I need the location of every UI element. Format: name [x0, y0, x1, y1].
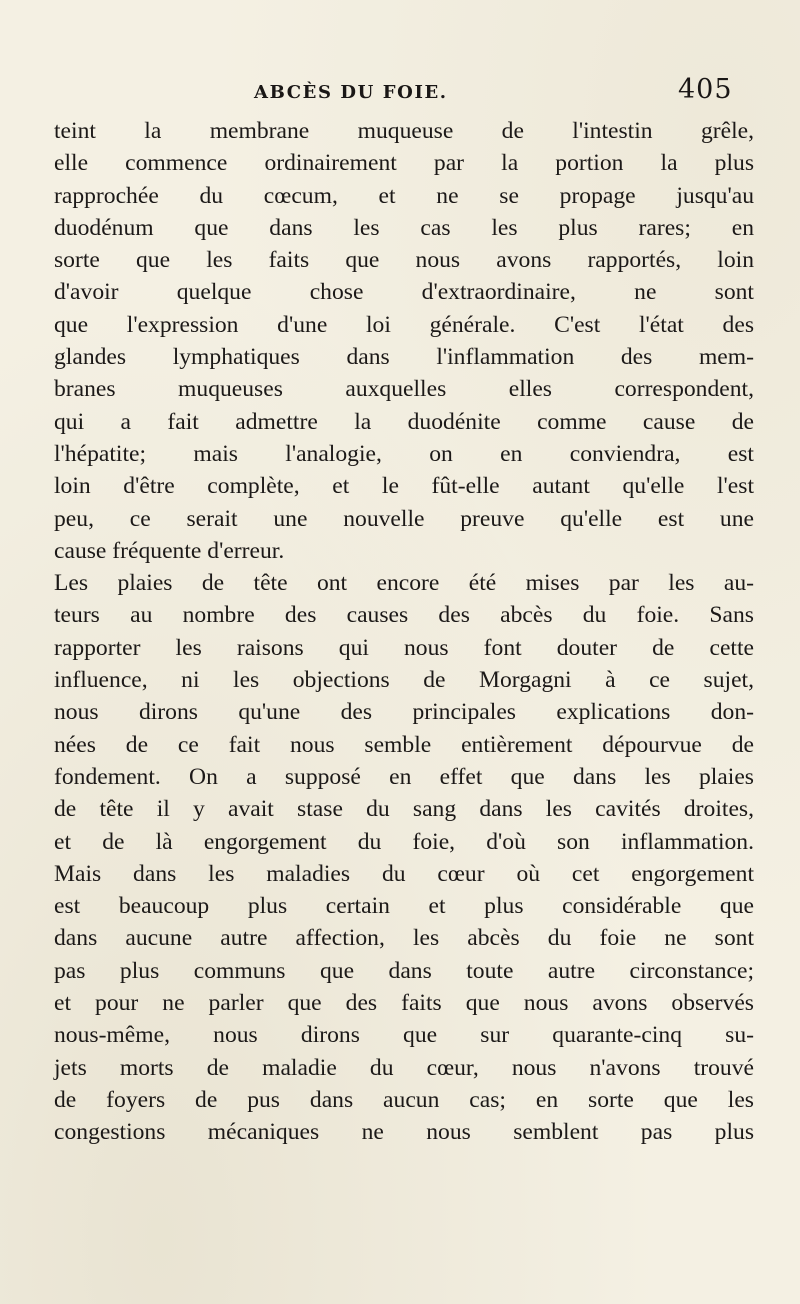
text-line: et de là engorgement du foie, d'où son inflammation. — [54, 828, 754, 855]
text-line: que l'expression d'une loi générale. C'est l'état des — [54, 311, 754, 338]
text-line: branes muqueuses auxquelles elles correspondent, — [54, 376, 754, 403]
text-line: teint la membrane muqueuse de l'intestin grêle, — [54, 118, 754, 144]
text-line: rapporter les raisons qui nous font douter de cette — [54, 634, 754, 661]
text-line: d'avoir quelque chose d'extraordinaire, ne sont — [54, 279, 754, 306]
text-line: de foyers de pus dans aucun cas; en sorte que les — [54, 1086, 754, 1113]
text-line: l'hépatite; mais l'analogie, on en conviendra, est — [54, 440, 754, 467]
text-line: de tête il y avait stase du sang dans les cavités droites, — [54, 796, 754, 823]
text-line: dans aucune autre affection, les abcès du foie ne sont — [54, 925, 754, 952]
paragraph-end-line: cause fréquente d'erreur. — [54, 537, 285, 564]
page-number: 405 — [678, 74, 733, 105]
text-line: influence, ni les objections de Morgagni à ce sujet, — [54, 667, 754, 694]
text-line: teurs au nombre des causes des abcès du foie. Sans — [54, 602, 754, 629]
text-line: Mais dans les maladies du cœur où cet engorgement — [54, 860, 754, 887]
text-line: sorte que les faits que nous avons rapportés, loin — [54, 247, 754, 274]
text-line: est beaucoup plus certain et plus considérable que — [54, 893, 754, 920]
running-title: ABCÈS DU FOIE. — [254, 82, 448, 103]
text-line: jets morts de maladie du cœur, nous n'avons trouvé — [54, 1054, 754, 1081]
text-line: Les plaies de tête ont encore été mises par les au- — [54, 570, 754, 597]
text-line: nées de ce fait nous semble entièrement dépourvue de — [54, 731, 754, 758]
text-line: rapprochée du cœcum, et ne se propage jusqu'au — [54, 182, 754, 209]
text-line: nous dirons qu'une des principales explications don- — [54, 699, 754, 726]
text-line: congestions mécaniques ne nous semblent pas plus — [54, 1119, 754, 1146]
text-line: glandes lymphatiques dans l'inflammation des mem- — [54, 344, 754, 371]
text-line: nous-même, nous dirons que sur quarante-cinq su- — [54, 1022, 754, 1049]
text-line: elle commence ordinairement par la portion la plus — [54, 150, 754, 177]
body-text — [54, 115, 754, 1149]
text-line: peu, ce serait une nouvelle preuve qu'elle est une — [54, 505, 754, 532]
page-header — [0, 76, 800, 116]
text-line: fondement. On a supposé en effet que dans les plaies — [54, 763, 754, 790]
text-line: et pour ne parler que des faits que nous avons observés — [54, 990, 754, 1017]
text-line: loin d'être complète, et le fût-elle autant qu'elle l'est — [54, 473, 754, 500]
text-line: pas plus communs que dans toute autre circonstance; — [54, 957, 754, 984]
text-line: qui a fait admettre la duodénite comme cause de — [54, 408, 754, 435]
text-line: duodénum que dans les cas les plus rares; en — [54, 214, 754, 241]
